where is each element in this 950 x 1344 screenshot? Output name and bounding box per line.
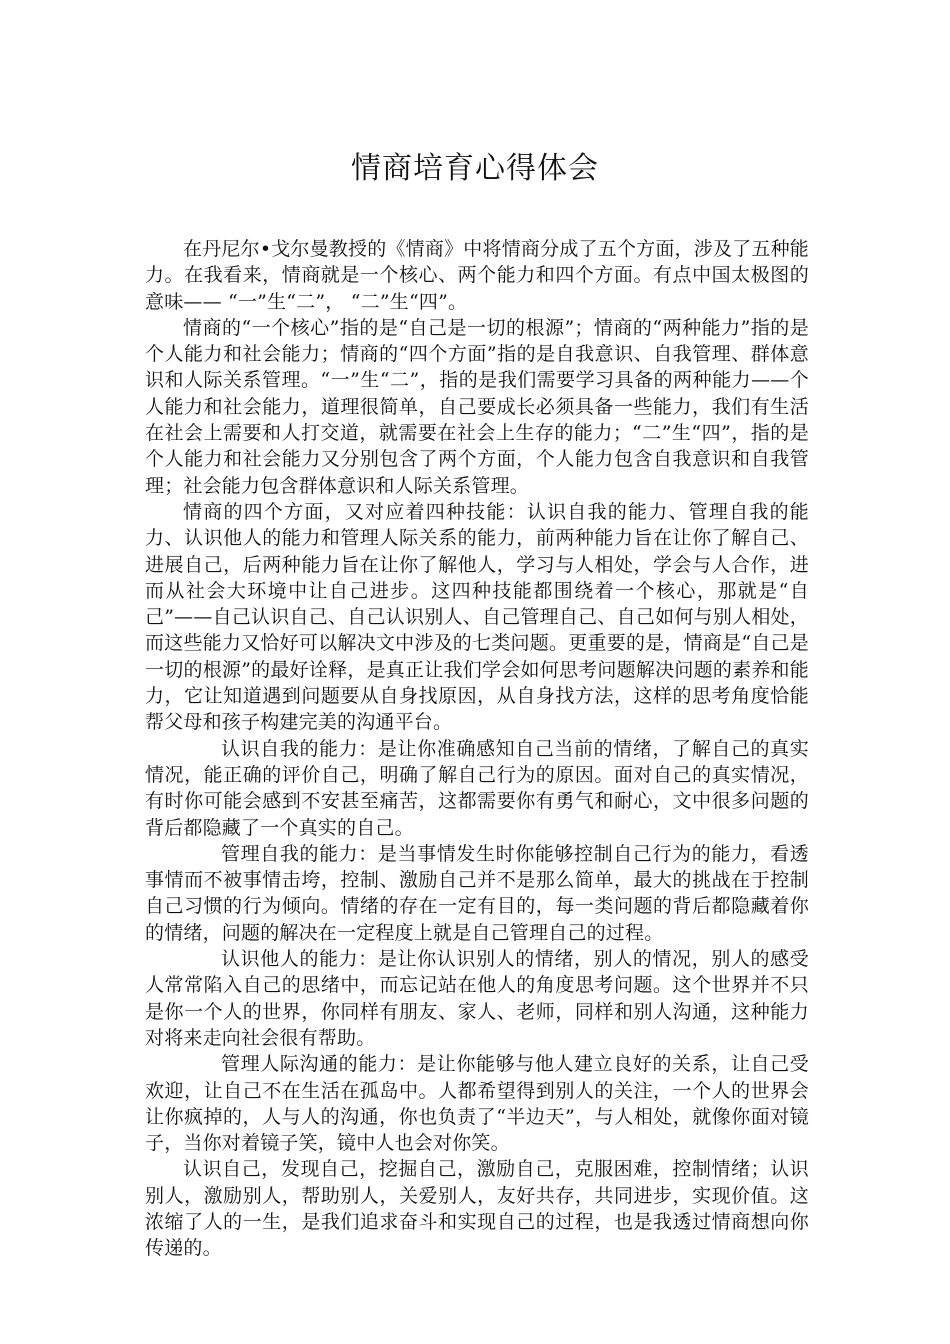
- paragraph-6: 认识他人的能力：是让你认识别人的情绪，别人的情况，别人的感受人常常陷入自己的思绪中，而忘记站在他人的角度思考问题。这个世界并不只是你一个人的世界，你同样有朋友、家人、老师，同样和别人沟通，这种能力对将来走向社会很有帮助。: [145, 948, 809, 1049]
- paragraph-7: 管理人际沟通的能力：是让你能够与他人建立良好的关系，让自己受欢迎，让自己不在生活在孤岛中。人都希望得到别人的关注，一个人的世界会让你疯掉的，人与人的沟通，你也负责了“半边天”，与人相处，就像你面对镜子，当你对着镜子笑，镜中人也会对你笑。: [145, 1053, 809, 1155]
- paragraph-1: 在丹尼尔•戈尔曼教授的《情商》中将情商分成了五个方面，涉及了五种能力。在我看来，情商就是一个核心、两个能力和四个方面。有点中国太极图的意味—— “一”生“二”， “二”生“四”。: [145, 238, 809, 313]
- paragraph-2: 情商的“一个核心”指的是“自己是一切的根源”；情商的“两种能力”指的是个人能力和社会能力；情商的“四个方面”指的是自我意识、自我管理、群体意识和人际关系管理。“一”生“二”，指的是我们需要学习具备的两种能力——个人能力和社会能力，道理很简单，自己要成长必须具备一些能力，我们有生活在社会上需要和人打交道，就需要在社会上生存的能力；“二”生“四”，指的是个人能力和社会能力又分别包含了两个方面，个人能力包含自我意识和自我管理；社会能力包含群体意识和人际关系管理。: [145, 316, 809, 497]
- paragraph-5: 管理自我的能力：是当事情发生时你能够控制自己行为的能力，看透事情而不被事情击垮，控制、激励自己并不是那么简单，最大的挑战在于控制自己习惯的行为倾向。情绪的存在一定有目的，每一类问题的背后都隐藏着你的情绪，问题的解决在一定程度上就是自己管理自己的过程。: [145, 842, 809, 944]
- document-body: [145, 236, 809, 1262]
- paragraph-3: 情商的四个方面，又对应着四种技能：认识自我的能力、管理自我的能力、认识他人的能力和管理人际关系的能力，前两种能力旨在让你了解自己、进展自己，后两种能力旨在让你了解他人，学习与人相处，学会与人合作，进而从社会大环境中让自己进步。这四种技能都围绕着一个核心，那就是“自己”——自己认识自己、自己认识别人、自己管理自己、自己如何与别人相处，而这些能力又恰好可以解决文中涉及的七类问题。更重要的是，情商是“自己是一切的根源”的最好诠释，是真正让我们学会如何思考问题解决问题的素养和能力，它让知道遇到问题要从自身找原因，从自身找方法，这样的思考角度恰能帮父母和孩子构建完美的沟通平台。: [145, 500, 809, 734]
- paragraph-8: 认识自己，发现自己，挖掘自己，激励自己，克服困难，控制情绪；认识别人，激励别人，帮助别人，关爱别人，友好共存，共同进步，实现价值。这浓缩了人的一生，是我们追求奋斗和实现自己的过程，也是我透过情商想向你传递的。: [145, 1158, 809, 1260]
- page-title: 情商培育心得体会: [351, 151, 599, 186]
- paragraph-4: 认识自我的能力：是让你准确感知自己当前的情绪，了解自己的真实情况，能正确的评价自己，明确了解自己行为的原因。面对自己的真实情况，有时你可能会感到不安甚至痛苦，这都需要你有勇气和耐心，文中很多问题的背后都隐藏了一个真实的自己。: [145, 737, 809, 839]
